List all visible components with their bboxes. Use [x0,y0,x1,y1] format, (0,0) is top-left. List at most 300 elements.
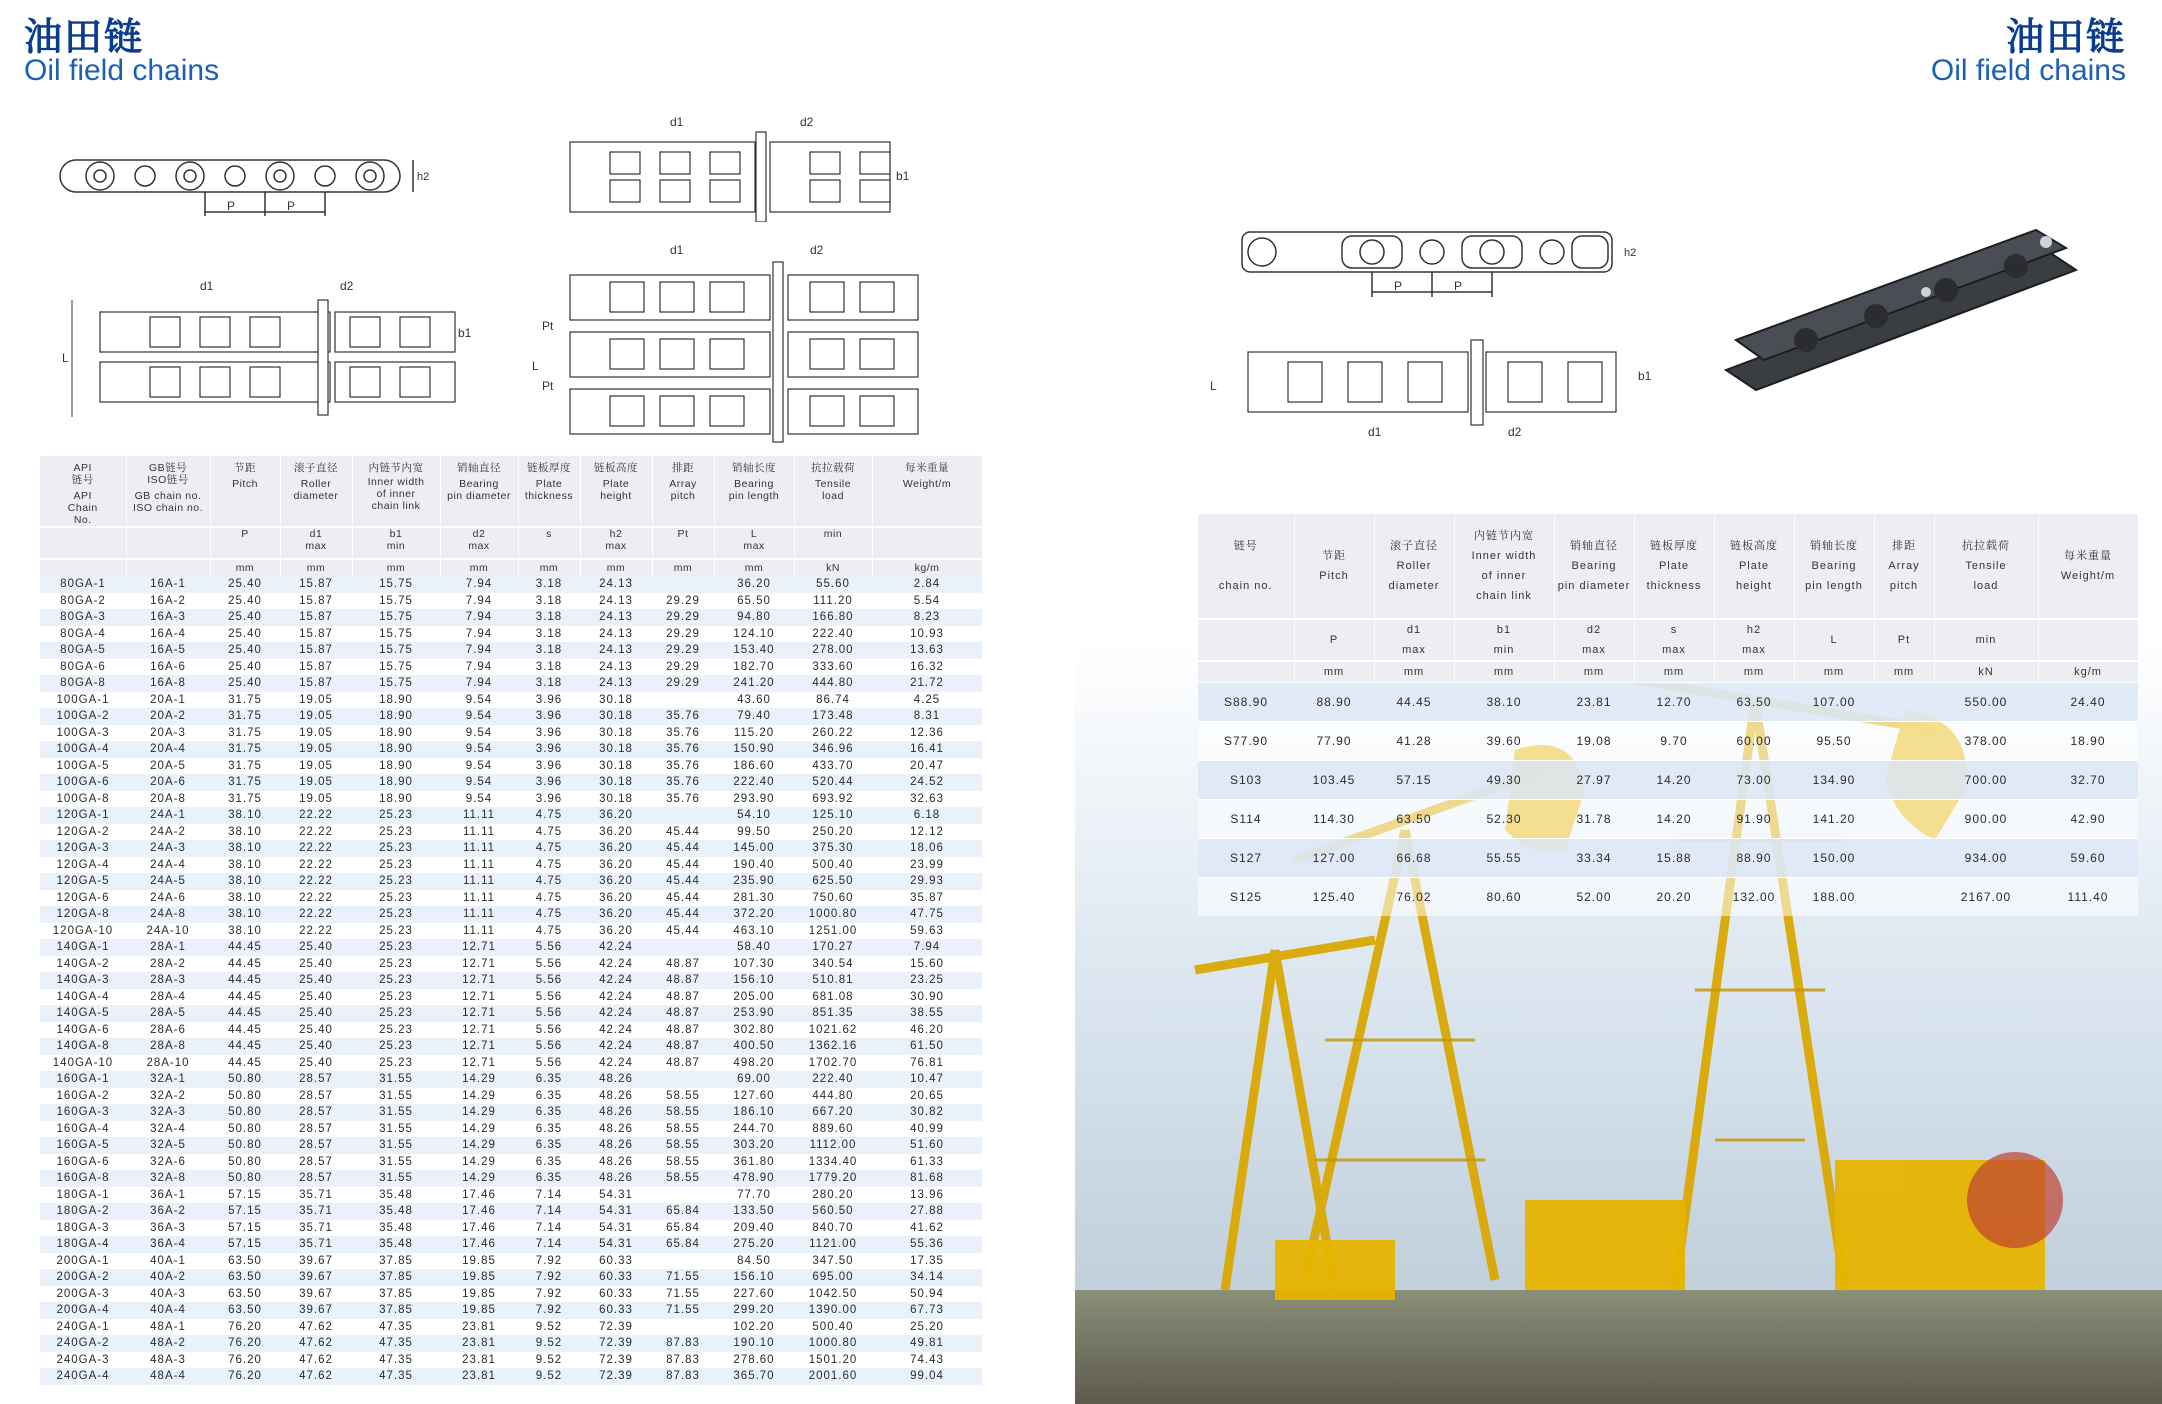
table-a-cell: 15.75 [352,576,440,593]
table-a-sym-cell: s [518,527,580,559]
table-a-cell: 1779.20 [794,1170,872,1187]
table-a-cell: 47.62 [280,1368,352,1385]
table-a-cell: 840.70 [794,1220,872,1237]
table-a-cell: 29.29 [652,675,714,692]
table-a-row [40,807,982,824]
table-a-cell: 5.56 [518,939,580,956]
table-a-cell: 160GA-6 [40,1154,126,1171]
table-b-cell: 88.90 [1714,839,1794,878]
table-a-cell: 24.13 [580,642,652,659]
table-a-cell: 124.10 [714,626,794,643]
table-a-cell: 24A-4 [126,857,210,874]
table-a-cell: 19.85 [440,1302,518,1319]
table-a-cell: 16A-4 [126,626,210,643]
table-a-cell: 36.20 [580,807,652,824]
table-a-row [40,659,982,676]
table-a-cell: 24.13 [580,576,652,593]
table-a-cell: 48.87 [652,1022,714,1039]
table-a-sym-cell: L max [714,527,794,559]
table-a-row [40,1005,982,1022]
table-a-cell: 500.40 [794,1319,872,1336]
table-a-cell: 3.96 [518,774,580,791]
table-a-cell: 5.56 [518,956,580,973]
table-a-cell: 80GA-4 [40,626,126,643]
table-a-row [40,725,982,742]
label-d1-b: d1 [670,115,684,129]
table-b-sym-cell: L [1794,619,1874,661]
table-a-cell: 38.10 [210,857,280,874]
table-a-cell: 58.55 [652,1154,714,1171]
table-a-cell: 60.33 [580,1269,652,1286]
table-a-cell: 80GA-5 [40,642,126,659]
table-a-cell: 5.54 [872,593,982,610]
table-a-cell: 48.26 [580,1088,652,1105]
table-a-sym-cell: Pt [652,527,714,559]
table-a-cell: 120GA-5 [40,873,126,890]
table-a-cell: 25.40 [210,576,280,593]
table-a-cell: 127.60 [714,1088,794,1105]
table-a-row [40,989,982,1006]
table-a-cell: 44.45 [210,1055,280,1072]
table-b-cell: 14.20 [1634,761,1714,800]
table-a-cell: 444.80 [794,675,872,692]
table-a-cell: 241.20 [714,675,794,692]
table-a-cell: 25.40 [210,659,280,676]
table-a-cell: 7.92 [518,1253,580,1270]
table-a-cell: 49.81 [872,1335,982,1352]
table-a-cell: 25.40 [210,642,280,659]
table-a-cell: 4.75 [518,906,580,923]
table-a-sym-cell [40,527,126,559]
table-a-cell: 160GA-8 [40,1170,126,1187]
table-a-cell: 28.57 [280,1137,352,1154]
table-a-cell: 160GA-4 [40,1121,126,1138]
table-a-cell: 19.05 [280,725,352,742]
table-a-cell: 36.20 [580,857,652,874]
table-a-cell: 18.06 [872,840,982,857]
table-a-unit-cell: mm [580,559,652,576]
table-a-cell: 57.15 [210,1187,280,1204]
table-a-cell: 29.93 [872,873,982,890]
table-a-cell: 77.70 [714,1187,794,1204]
table-a-cell: 25.23 [352,923,440,940]
table-a-cell: 12.71 [440,1038,518,1055]
table-a-col-roller: 滚子直径 Roller diameter [280,456,352,527]
table-a-cell: 100GA-6 [40,774,126,791]
table-a-cell: 107.30 [714,956,794,973]
table-a-cell: 16A-3 [126,609,210,626]
table-b-cell: 700.00 [1934,761,2038,800]
table-a-cell: 7.94 [440,609,518,626]
table-a-cell: 48.87 [652,1005,714,1022]
table-b-unit-cell: kN [1934,661,2038,683]
table-a-cell: 63.50 [210,1286,280,1303]
table-a-cell: 851.35 [794,1005,872,1022]
table-b-row [1198,683,2138,722]
table-a-unit-cell [126,559,210,576]
table-b-cell: 42.90 [2038,800,2138,839]
table-a-cell: 30.18 [580,758,652,775]
table-a-cell: 9.52 [518,1335,580,1352]
table-a-cell: 50.94 [872,1286,982,1303]
table-a-cell: 293.90 [714,791,794,808]
table-a-cell: 18.90 [352,692,440,709]
table-a-cell: 35.87 [872,890,982,907]
table-a-cell: 35.76 [652,791,714,808]
table-a-cell: 22.22 [280,873,352,890]
label-d2-c: d2 [810,243,824,257]
table-a-cell: 79.40 [714,708,794,725]
table-a-cell: 111.20 [794,593,872,610]
table-a-unit-cell: mm [280,559,352,576]
table-a-cell: 5.56 [518,1022,580,1039]
table-a-cell: 3.18 [518,576,580,593]
table-a-cell: 31.55 [352,1088,440,1105]
table-a-cell: 25.40 [210,609,280,626]
table-a-sym-cell [126,527,210,559]
table-a-cell: 299.20 [714,1302,794,1319]
table-a-cell: 7.92 [518,1302,580,1319]
table-b-sym-cell: b1 min [1454,619,1554,661]
table-a-cell: 58.55 [652,1088,714,1105]
table-a-cell: 3.96 [518,758,580,775]
table-a-cell: 120GA-4 [40,857,126,874]
table-a-cell: 84.50 [714,1253,794,1270]
table-b-sym-cell [2038,619,2138,661]
table-b-col-pitch: 节距 Pitch [1294,514,1374,619]
table-b-cell: 88.90 [1294,683,1374,722]
table-a-cell: 3.96 [518,725,580,742]
table-a-cell: 16A-1 [126,576,210,593]
table-a-cell: 35.71 [280,1187,352,1204]
table-a-col-array-pitch: 排距 Array pitch [652,456,714,527]
table-a-cell: 76.20 [210,1352,280,1369]
table-a-cell: 40A-4 [126,1302,210,1319]
table-a-cell: 40A-1 [126,1253,210,1270]
table-a-cell: 17.46 [440,1236,518,1253]
table-a-cell: 667.20 [794,1104,872,1121]
table-a-row [40,1154,982,1171]
table-a-cell: 72.39 [580,1335,652,1352]
table-a-cell: 17.46 [440,1187,518,1204]
table-a-cell: 50.80 [210,1137,280,1154]
table-b-unit-cell: mm [1714,661,1794,683]
table-a-cell: 38.10 [210,890,280,907]
table-a-row [40,791,982,808]
table-a-cell: 9.54 [440,774,518,791]
table-a-cell: 25.40 [280,1022,352,1039]
table-a-cell: 80GA-8 [40,675,126,692]
table-a-cell: 87.83 [652,1368,714,1385]
table-a-cell: 9.54 [440,758,518,775]
table-a-cell: 25.23 [352,989,440,1006]
table-a-cell: 18.90 [352,741,440,758]
table-a-cell: 22.22 [280,890,352,907]
table-a-row [40,956,982,973]
table-a-cell: 57.15 [210,1236,280,1253]
table-b-cell: S127 [1198,839,1294,878]
table-a-cell: 69.00 [714,1071,794,1088]
table-a-cell: 120GA-8 [40,906,126,923]
table-a-cell: 39.67 [280,1269,352,1286]
table-a-cell: 28.57 [280,1154,352,1171]
table-a-cell: 625.50 [794,873,872,890]
table-a-cell: 38.10 [210,923,280,940]
table-a-cell: 23.81 [440,1352,518,1369]
table-a-cell: 222.40 [714,774,794,791]
table-a-cell: 60.33 [580,1302,652,1319]
table-b-unit-cell: mm [1794,661,1874,683]
table-a-col-pitch: 节距 Pitch [210,456,280,527]
table-b-cell: 33.34 [1554,839,1634,878]
table-a-cell: 5.56 [518,1055,580,1072]
table-a-col-plate-height: 链板高度 Plate height [580,456,652,527]
table-b-col-plate-thickness: 链板厚度 Plate thickness [1634,514,1714,619]
table-a-cell: 24.13 [580,659,652,676]
table-a-cell: 35.48 [352,1220,440,1237]
table-b-cell: 60.00 [1714,722,1794,761]
table-b-cell: 27.97 [1554,761,1634,800]
table-a-cell: 27.88 [872,1203,982,1220]
table-a-cell: 48.26 [580,1137,652,1154]
table-a-col-pin-length: 销轴长度 Bearing pin length [714,456,794,527]
table-a-cell: 18.90 [352,774,440,791]
table-a-cell: 28A-5 [126,1005,210,1022]
table-b-sym-cell: h2 max [1714,619,1794,661]
table-a-cell: 12.71 [440,956,518,973]
table-a-cell: 18.90 [352,791,440,808]
table-a-cell: 24.13 [580,675,652,692]
single-chain-side-drawing [55,142,435,222]
table-a-cell: 12.71 [440,939,518,956]
table-a-cell: 45.44 [652,890,714,907]
table-a-cell: 3.18 [518,593,580,610]
table-a-cell: 302.80 [714,1022,794,1039]
table-a-row [40,1137,982,1154]
table-a-cell: 7.94 [440,576,518,593]
table-a-row [40,692,982,709]
table-a-cell: 11.11 [440,857,518,874]
table-a-cell: 25.40 [280,989,352,1006]
table-a-cell: 24A-1 [126,807,210,824]
table-a-cell: 16A-8 [126,675,210,692]
table-a-cell [652,1319,714,1336]
table-a-cell: 260.22 [794,725,872,742]
table-a-cell: 16.32 [872,659,982,676]
table-a-cell: 25.23 [352,906,440,923]
table-a-cell: 10.47 [872,1071,982,1088]
table-a-cell: 182.70 [714,659,794,676]
table-a-cell: 7.94 [440,642,518,659]
table-a-cell: 7.92 [518,1269,580,1286]
table-a-cell: 166.80 [794,609,872,626]
table-a-cell: 1021.62 [794,1022,872,1039]
table-a-cell: 361.80 [714,1154,794,1171]
table-a-cell: 38.10 [210,807,280,824]
table-a-cell: 41.62 [872,1220,982,1237]
table-b-cell: 31.78 [1554,800,1634,839]
table-a-cell: 37.85 [352,1269,440,1286]
table-b-unit-cell: kg/m [2038,661,2138,683]
table-b-cell [1874,683,1934,722]
table-a-cell: 54.10 [714,807,794,824]
table-a-cell: 55.60 [794,576,872,593]
table-a-cell: 30.18 [580,708,652,725]
table-a-cell: 5.56 [518,972,580,989]
table-a-cell: 42.24 [580,939,652,956]
table-b-cell: 20.20 [1634,878,1714,917]
table-a-cell: 50.80 [210,1170,280,1187]
table-a-row [40,923,982,940]
table-a-cell: 50.80 [210,1104,280,1121]
table-a-cell: 244.70 [714,1121,794,1138]
table-a-cell: 19.85 [440,1269,518,1286]
table-a-cell: 209.40 [714,1220,794,1237]
table-a-sym-cell: d2 max [440,527,518,559]
table-a-unit-cell: kN [794,559,872,576]
table-a-cell: 133.50 [714,1203,794,1220]
table-a-cell: 7.14 [518,1203,580,1220]
table-a-row [40,1088,982,1105]
table-a-cell: 100GA-5 [40,758,126,775]
table-a-cell: 42.24 [580,956,652,973]
table-b-cell: 80.60 [1454,878,1554,917]
table-a-cell: 12.71 [440,1005,518,1022]
table-a-col-tensile: 抗拉载荷 Tensile load [794,456,872,527]
label-pt-2: Pt [542,379,554,393]
table-a-cell: 16A-5 [126,642,210,659]
table-a-row [40,1121,982,1138]
table-a-cell: 13.96 [872,1187,982,1204]
table-b-cell: 23.81 [1554,683,1634,722]
table-a-cell: 20A-8 [126,791,210,808]
table-a-cell: 180GA-3 [40,1220,126,1237]
table-a-cell: 58.55 [652,1121,714,1138]
table-a-cell: 47.35 [352,1335,440,1352]
table-a-cell: 9.52 [518,1352,580,1369]
table-a-cell [652,1071,714,1088]
table-a-cell: 4.25 [872,692,982,709]
table-a-cell: 9.54 [440,791,518,808]
table-a-unit-cell: mm [352,559,440,576]
table-a-cell: 54.31 [580,1220,652,1237]
table-b-col-weight: 每米重量 Weight/m [2038,514,2138,619]
table-a-cell: 28A-6 [126,1022,210,1039]
table-a-cell: 186.10 [714,1104,794,1121]
table-a-row [40,1187,982,1204]
table-a-cell: 346.96 [794,741,872,758]
table-a-symbol-row [40,527,982,559]
table-a-cell: 444.80 [794,1088,872,1105]
table-a-row [40,593,982,610]
table-a-cell: 99.50 [714,824,794,841]
table-a-unit-cell: mm [714,559,794,576]
table-a-cell: 44.45 [210,956,280,973]
table-a-cell: 3.96 [518,791,580,808]
table-b-unit-cell: mm [1874,661,1934,683]
table-a-cell: 36.20 [714,576,794,593]
table-a-cell: 12.71 [440,989,518,1006]
table-a-cell: 38.10 [210,840,280,857]
table-a-cell: 35.76 [652,725,714,742]
table-a-cell: 11.11 [440,873,518,890]
spec-table-api-chains [40,456,983,1385]
table-a-cell: 35.48 [352,1187,440,1204]
table-a-cell: 463.10 [714,923,794,940]
table-a-cell: 6.35 [518,1154,580,1171]
table-a-cell: 31.75 [210,791,280,808]
table-a-cell: 80GA-6 [40,659,126,676]
table-a-cell: 18.90 [352,725,440,742]
table-b-cell: 95.50 [1794,722,1874,761]
table-b-cell: 44.45 [1374,683,1454,722]
table-a-row [40,1220,982,1237]
table-a-cell: 48.87 [652,1055,714,1072]
table-a-cell: 36.20 [580,824,652,841]
table-a-cell: 22.22 [280,906,352,923]
table-a-cell: 31.55 [352,1071,440,1088]
table-a-cell: 44.45 [210,1005,280,1022]
table-a-row [40,609,982,626]
table-a-cell: 1251.00 [794,923,872,940]
table-a-cell: 25.20 [872,1319,982,1336]
table-a-cell: 43.60 [714,692,794,709]
table-a-cell: 25.23 [352,1055,440,1072]
table-a-cell: 15.87 [280,593,352,610]
table-b-cell: 19.08 [1554,722,1634,761]
table-b-row [1198,800,2138,839]
table-a-cell: 35.71 [280,1236,352,1253]
label-pt-1: Pt [542,319,554,333]
table-a-cell: 695.00 [794,1269,872,1286]
table-a-cell: 3.18 [518,609,580,626]
table-a-cell: 35.48 [352,1203,440,1220]
table-a-cell: 54.31 [580,1187,652,1204]
table-a-cell: 24A-3 [126,840,210,857]
table-a-cell: 15.75 [352,642,440,659]
table-a-cell: 24A-2 [126,824,210,841]
table-b-sym-cell: d1 max [1374,619,1454,661]
table-a-cell: 28A-2 [126,956,210,973]
table-a-cell: 20A-3 [126,725,210,742]
table-a-unit-cell: mm [440,559,518,576]
table-b-cell: 59.60 [2038,839,2138,878]
table-a-cell: 19.85 [440,1253,518,1270]
table-a-cell: 7.14 [518,1220,580,1237]
table-a-cell: 32A-2 [126,1088,210,1105]
table-a-cell: 25.23 [352,824,440,841]
table-b-col-pin-length: 销轴长度 Bearing pin length [1794,514,1874,619]
table-a-cell: 205.00 [714,989,794,1006]
table-a-unit-cell: mm [518,559,580,576]
table-a-cell: 24A-6 [126,890,210,907]
table-b-col-tensile: 抗拉载荷 Tensile load [1934,514,2038,619]
table-a-cell: 102.20 [714,1319,794,1336]
table-a-cell: 180GA-2 [40,1203,126,1220]
table-b-cell: 41.28 [1374,722,1454,761]
table-a-cell: 45.44 [652,840,714,857]
table-a-cell: 40A-3 [126,1286,210,1303]
table-a-cell: 9.54 [440,708,518,725]
table-b-cell: 73.00 [1714,761,1794,800]
table-b-unit-cell: mm [1294,661,1374,683]
label-l-r: L [1210,379,1217,393]
table-a-cell: 222.40 [794,626,872,643]
table-a-cell: 6.35 [518,1104,580,1121]
table-a-cell: 160GA-1 [40,1071,126,1088]
table-a-cell: 30.18 [580,791,652,808]
table-b-unit-cell: mm [1634,661,1714,683]
